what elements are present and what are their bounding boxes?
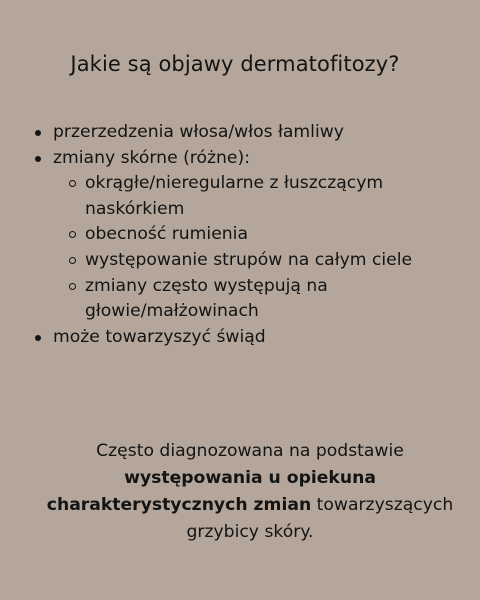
list-item xyxy=(0,146,415,325)
sub-list-item xyxy=(53,248,415,274)
bullet-icon xyxy=(35,130,41,136)
hollow-bullet-icon xyxy=(69,283,76,290)
sub-list-item xyxy=(53,222,415,248)
list-item xyxy=(0,325,415,351)
hollow-bullet-icon xyxy=(69,231,76,238)
hollow-bullet-icon xyxy=(69,257,76,264)
list-item xyxy=(0,120,415,146)
skin-changes-sublist xyxy=(53,171,415,325)
summary-bold-text: występowania u opiekuna xyxy=(124,468,376,488)
symptoms-list xyxy=(0,120,415,350)
slide-title: Jakie są objawy dermatofitozy? xyxy=(70,52,400,76)
summary-line: Często diagnozowana na podstawie xyxy=(96,441,404,461)
hollow-bullet-icon xyxy=(69,180,76,187)
summary-bold-text: charakterystycznych zmian xyxy=(46,495,312,515)
summary-line: grzybicy skóry. xyxy=(186,522,314,542)
sub-list-item xyxy=(53,274,415,325)
sub-list-item-text: występowanie strupów na całym ciele xyxy=(85,249,413,270)
sub-list-item-text: okrągłe/nieregularne z łuszczącym naskórkiem xyxy=(85,173,384,219)
list-item-text: przerzedzenia włosa/włos łamliwy xyxy=(53,122,344,142)
summary-line: towarzyszących xyxy=(311,495,454,515)
sub-list-item xyxy=(53,171,415,222)
sub-list-item-text: obecność rumienia xyxy=(85,224,248,245)
bullet-icon xyxy=(35,335,41,341)
bullet-icon xyxy=(35,156,41,162)
list-item-text: może towarzyszyć świąd xyxy=(53,326,266,347)
diagnosis-summary xyxy=(0,438,480,546)
list-item-text: zmiany skórne (różne): xyxy=(53,147,251,168)
sub-list-item-text: zmiany często występują na głowie/małżowinach xyxy=(85,275,328,322)
